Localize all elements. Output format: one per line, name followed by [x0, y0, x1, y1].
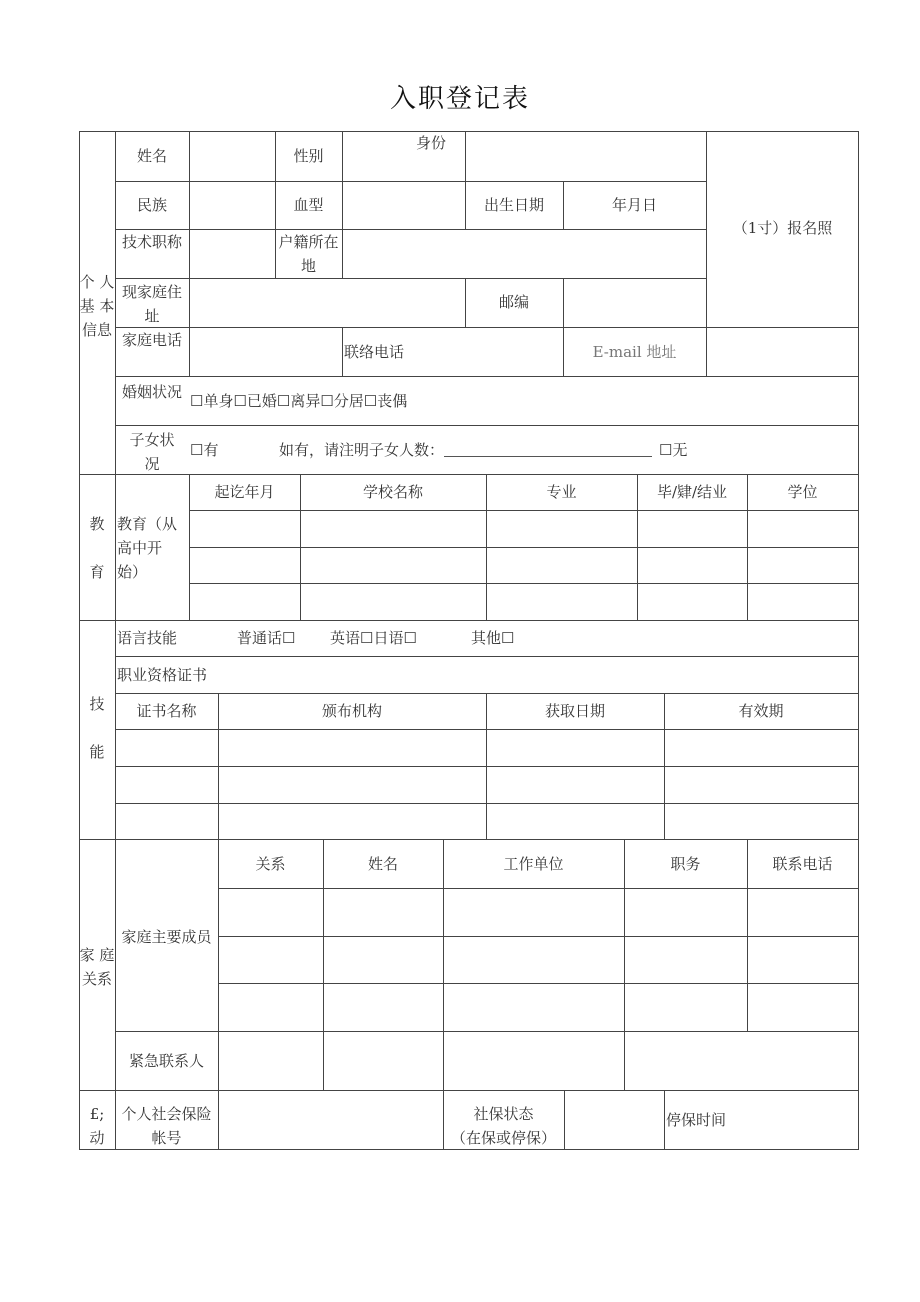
input-gender[interactable] [343, 132, 465, 181]
label-emergency-contact: 紧急联系人 [128, 1052, 204, 1070]
section-family: 家 庭 关系 [79, 946, 115, 988]
other-language-checkbox[interactable]: 其他☐ [471, 629, 515, 647]
input-title[interactable] [190, 230, 275, 278]
input-name[interactable] [190, 132, 275, 181]
label-education-rows: 教育（从 高中开 始） [117, 515, 178, 581]
children-count-blank[interactable] [444, 442, 652, 457]
family-header-relation: 关系 [255, 855, 286, 873]
section-skills: 技 能 [89, 695, 105, 761]
input-address[interactable] [190, 279, 465, 327]
label-ethnicity: 民族 [136, 196, 167, 214]
label-children: 子女状 况 [129, 431, 175, 473]
children-count-field[interactable] [279, 438, 652, 462]
label-blood: 血型 [293, 196, 324, 214]
children-no-checkbox[interactable]: ☐无 [659, 441, 688, 459]
edu-header-period: 起讫年月 [214, 483, 275, 501]
page-title: 入职登记表 [389, 84, 530, 114]
label-birth: 出生日期 [483, 196, 544, 214]
cert-header-date: 获取日期 [544, 702, 605, 720]
section-insurance: £; 动 [89, 1105, 105, 1147]
input-postcode[interactable] [564, 279, 706, 327]
input-insurance-status[interactable] [565, 1091, 664, 1149]
children-prompt: 如有，请注明子女人数： [279, 441, 445, 459]
photo-placeholder[interactable]: （1寸）报名照 [732, 219, 833, 237]
label-marital: 婚姻状况 [122, 383, 183, 401]
section-education: 教 育 [89, 515, 105, 581]
label-stop-time: 停保时间 [666, 1111, 727, 1129]
label-postcode: 邮编 [498, 293, 529, 311]
label-id: 身份 [416, 134, 447, 152]
label-gender: 性别 [293, 147, 324, 165]
label-family-members: 家庭主要成员 [121, 928, 212, 946]
input-birth[interactable]: 年月日 [611, 196, 657, 214]
label-address: 现家庭住 址 [121, 283, 182, 325]
input-blood[interactable] [343, 182, 465, 229]
family-header-employer: 工作单位 [503, 855, 564, 873]
label-certificates: 职业资格证书 [117, 666, 208, 684]
edu-header-graduation: 毕/肄/结业 [656, 483, 728, 501]
edu-header-school: 学校名称 [362, 483, 423, 501]
cert-header-issuer: 颁布机构 [321, 702, 382, 720]
family-header-position: 职务 [670, 855, 701, 873]
label-contact-phone: 联络电话 [344, 343, 405, 361]
label-insurance-status: 社保状态 （在保或停保） [450, 1105, 556, 1147]
input-insurance-account[interactable] [219, 1091, 443, 1149]
mandarin-checkbox[interactable]: 普通话☐ [237, 629, 296, 647]
label-email: E-mail 地址 [592, 343, 677, 361]
input-id[interactable] [466, 132, 706, 181]
family-header-name: 姓名 [367, 855, 398, 873]
english-japanese-checkbox[interactable]: 英语☐日语☐ [330, 629, 417, 647]
label-title: 技术职称 [122, 233, 183, 251]
children-yes-checkbox[interactable]: ☐有 [190, 441, 219, 459]
cert-header-validity: 有效期 [738, 702, 784, 720]
label-name: 姓名 [136, 147, 167, 165]
input-home-phone[interactable] [190, 328, 342, 376]
label-language: 语言技能 [117, 629, 178, 647]
input-ethnicity[interactable] [190, 182, 275, 229]
cert-header-name: 证书名称 [136, 702, 197, 720]
edu-header-degree: 学位 [787, 483, 818, 501]
label-hukou: 户籍所在 地 [278, 233, 339, 275]
input-email[interactable] [707, 328, 858, 376]
marital-options[interactable]: ☐单身☐已婚☐离异☐分居☐丧偶 [190, 392, 408, 410]
edu-header-major: 专业 [546, 483, 577, 501]
label-insurance-account: 个人社会保险 帐号 [121, 1105, 212, 1147]
input-hukou[interactable] [343, 230, 706, 278]
label-home-phone: 家庭电话 [122, 331, 183, 349]
section-personal: 个 人 基 本 信息 [79, 273, 115, 339]
family-header-phone: 联系电话 [772, 855, 833, 873]
